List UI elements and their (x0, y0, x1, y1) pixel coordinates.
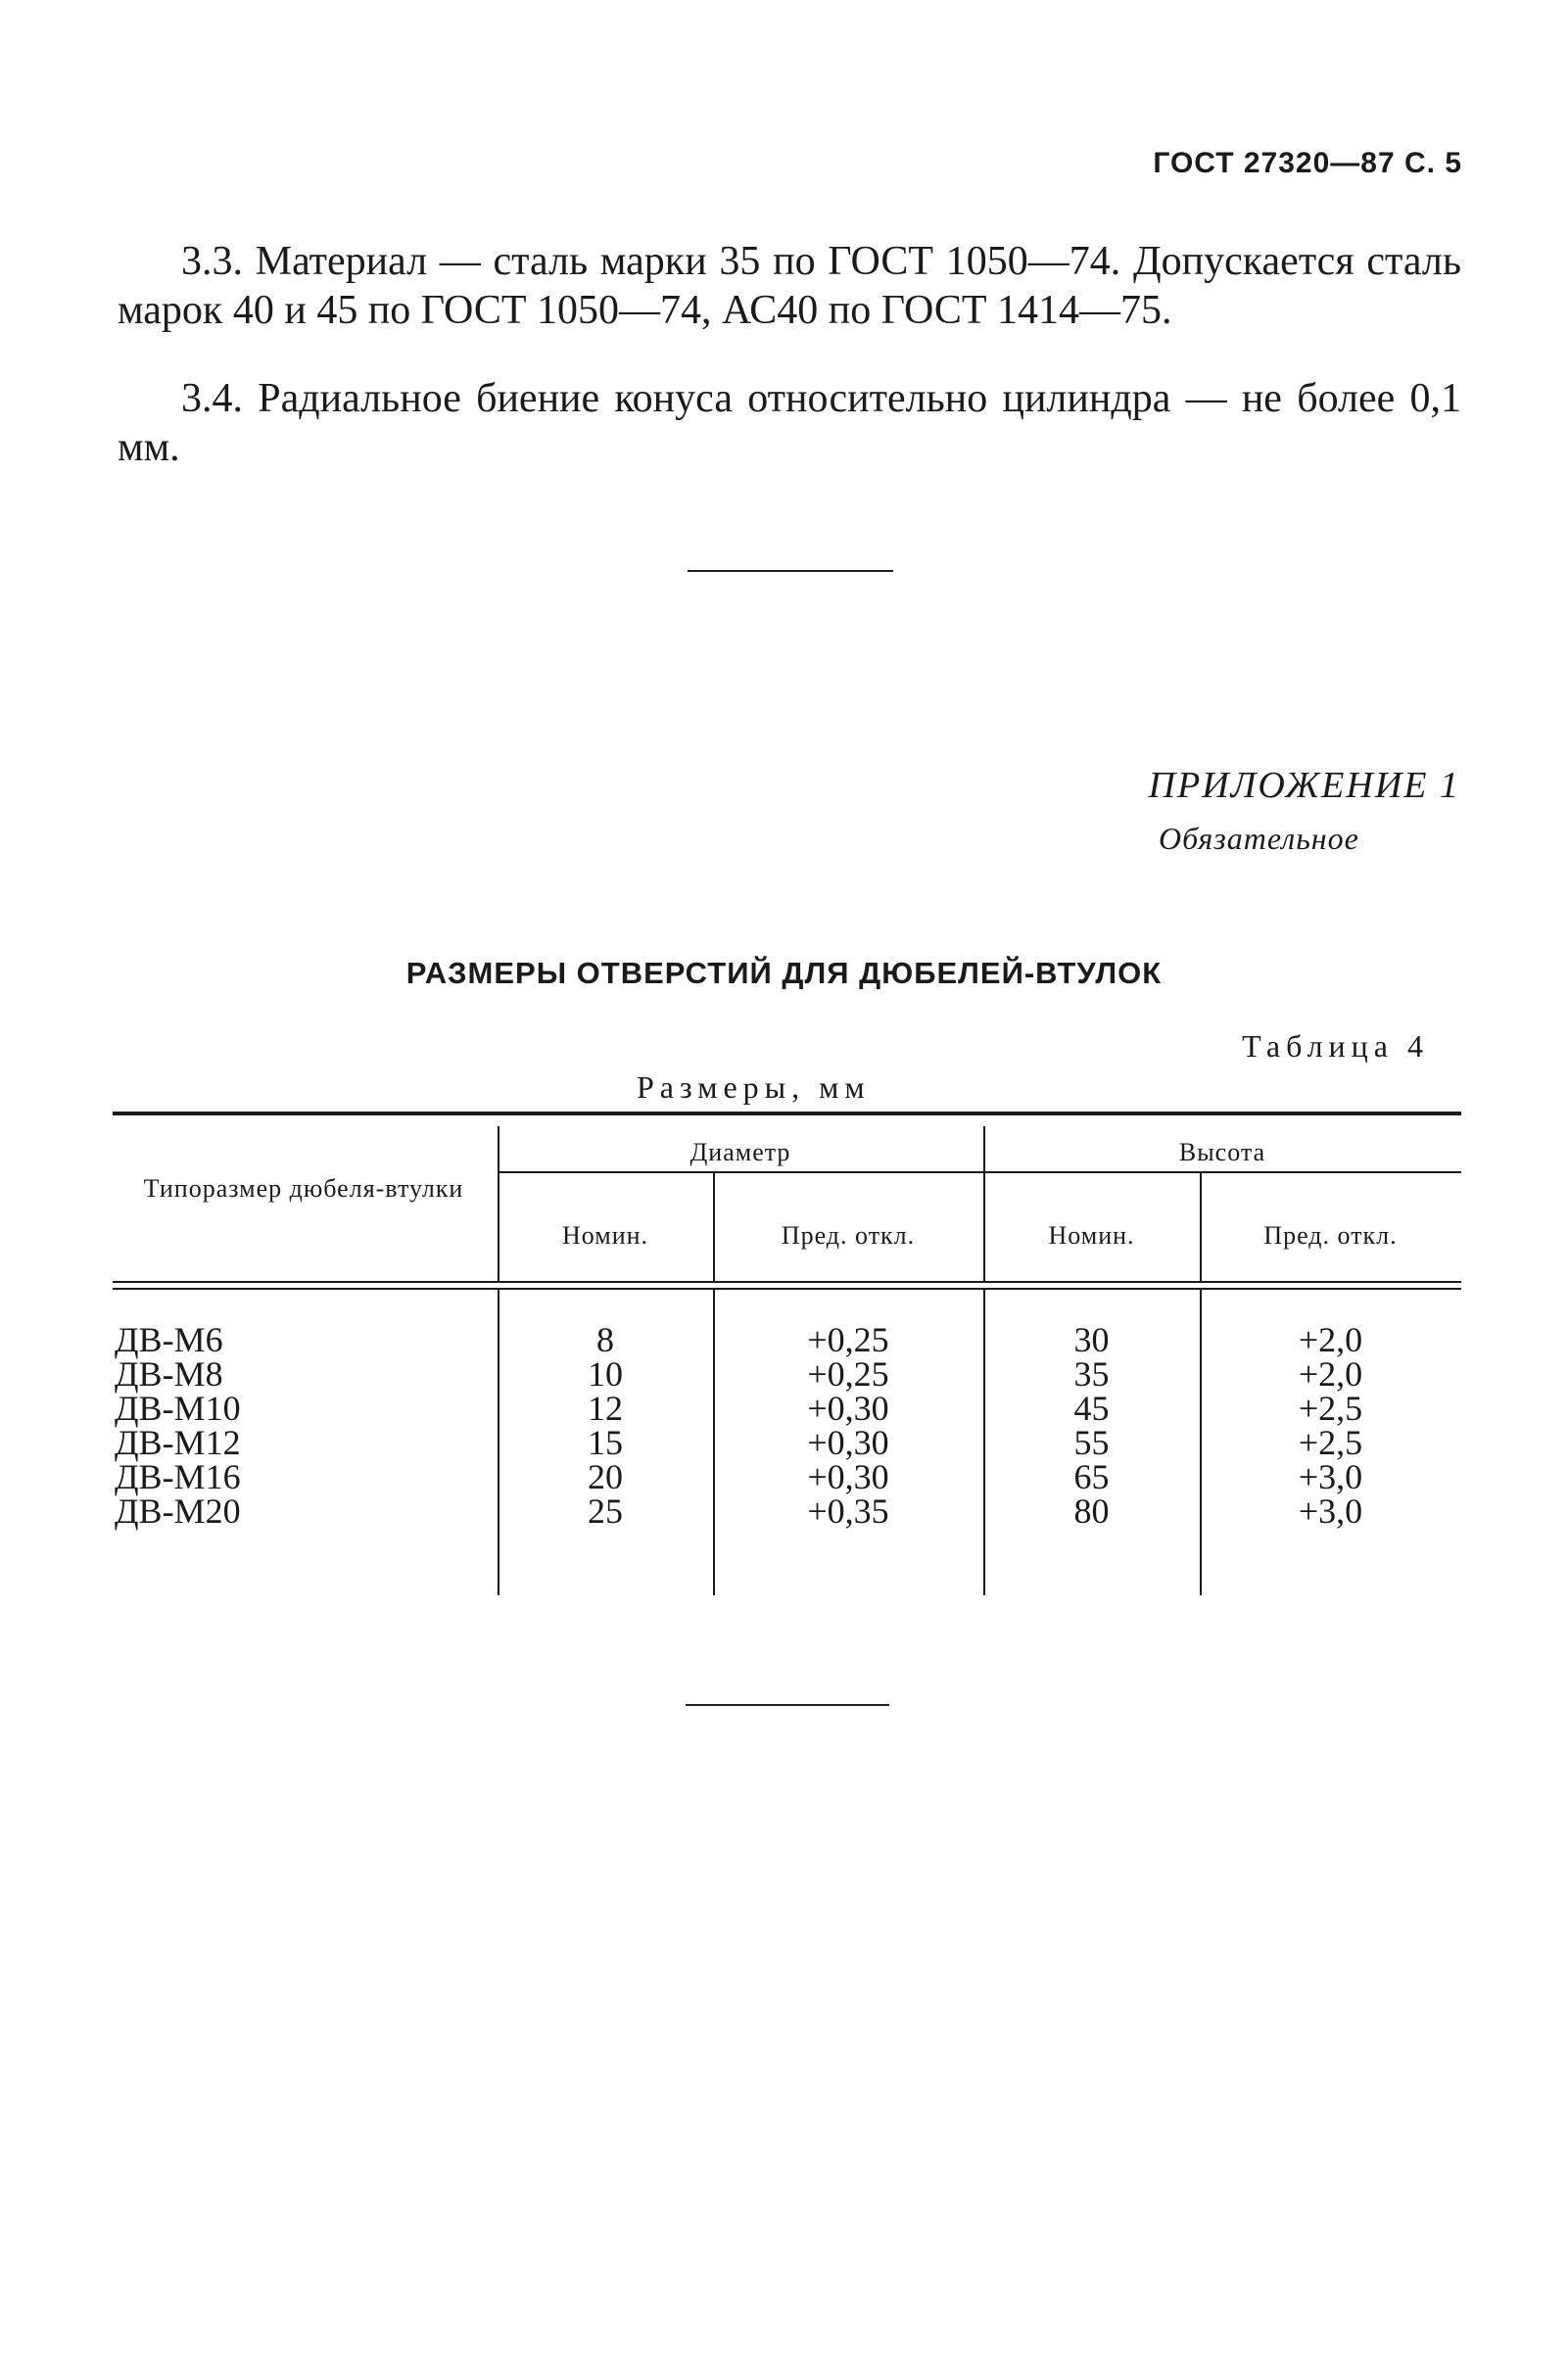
table-row-size: ДВ-М6 (115, 1320, 223, 1359)
table-row-diameter-nominal: 20 (588, 1457, 623, 1496)
table-row-height-nominal: 45 (1073, 1389, 1110, 1428)
annex-status: Обязательное (1159, 821, 1359, 856)
table-row-height-tolerance: +2,0 (1298, 1354, 1363, 1394)
end-divider (686, 1704, 889, 1706)
header-height: Высота (1178, 1138, 1266, 1166)
table-row-size: ДВ-М20 (115, 1491, 241, 1531)
table-row-diameter-nominal: 10 (588, 1354, 623, 1394)
table-heading: РАЗМЕРЫ ОТВЕРСТИЙ ДЛЯ ДЮБЕЛЕЙ-ВТУЛОК (405, 956, 1163, 990)
table-row-diameter-tolerance: +0,25 (807, 1354, 889, 1394)
table-row-height-tolerance: +2,0 (1298, 1320, 1363, 1359)
height-group-rule (983, 1171, 1461, 1173)
table-row-height-tolerance: +2,5 (1298, 1389, 1363, 1428)
header-bottom-rule-2 (113, 1288, 1461, 1290)
table-row-diameter-tolerance: +0,30 (807, 1423, 889, 1462)
table-row-diameter-tolerance: +0,30 (807, 1389, 889, 1428)
table-row-height-tolerance: +3,0 (1298, 1457, 1363, 1496)
header-diameter-tolerance: Пред. откл. (781, 1221, 916, 1250)
table-units: Размеры, мм (637, 1069, 871, 1105)
table-row-height-nominal: 30 (1073, 1320, 1110, 1359)
header-size-type: Типоразмер дюбеля-втулки (143, 1174, 464, 1203)
header-diameter-nominal: Номин. (561, 1221, 649, 1250)
table-row-height-nominal: 55 (1073, 1423, 1110, 1462)
table-row-height-tolerance: +2,5 (1298, 1423, 1363, 1462)
clause-3-4-text: 3.4. Радиальное биение конуса относительно цилиндра — не более 0,1 мм. (118, 376, 1461, 470)
table-number: Таблица 4 (1242, 1028, 1429, 1064)
table-row-size: ДВ-М12 (115, 1423, 241, 1462)
table-row-diameter-nominal: 12 (588, 1389, 623, 1428)
document-code: ГОСТ 27320—87 С. 5 (1153, 147, 1462, 179)
header-height-tolerance: Пред. откл. (1263, 1221, 1398, 1250)
table-row-height-tolerance: +3,0 (1298, 1491, 1363, 1531)
header-height-nominal: Номин. (1048, 1221, 1135, 1250)
header-diameter: Диаметр (689, 1138, 791, 1166)
table-row-diameter-tolerance: +0,30 (807, 1457, 889, 1496)
table-row-size: ДВ-М16 (115, 1457, 241, 1496)
clause-3-3-text: 3.3. Материал — сталь марки 35 по ГОСТ 1050—74. Допускается сталь марок 40 и 45 по ГОСТ 1050—74, АС40 по ГОСТ 1414—75. (118, 239, 1461, 333)
table-row-diameter-nominal: 15 (588, 1423, 623, 1462)
header-bottom-rule-1 (113, 1281, 1461, 1283)
table-row-height-nominal: 80 (1073, 1491, 1110, 1531)
table-row-size: ДВ-М10 (115, 1389, 241, 1428)
table-row-height-nominal: 35 (1073, 1354, 1110, 1394)
table-row-diameter-nominal: 25 (588, 1491, 623, 1531)
table-row-diameter-nominal: 8 (596, 1320, 614, 1359)
table-row-height-nominal: 65 (1073, 1457, 1110, 1496)
annex-title: ПРИЛОЖЕНИЕ 1 (1148, 765, 1460, 806)
table-row-diameter-tolerance: +0,25 (807, 1320, 889, 1359)
diameter-group-rule (498, 1171, 983, 1173)
table-top-rule (113, 1112, 1461, 1115)
table-row-diameter-tolerance: +0,35 (807, 1491, 889, 1531)
table-row-size: ДВ-М8 (115, 1354, 223, 1394)
